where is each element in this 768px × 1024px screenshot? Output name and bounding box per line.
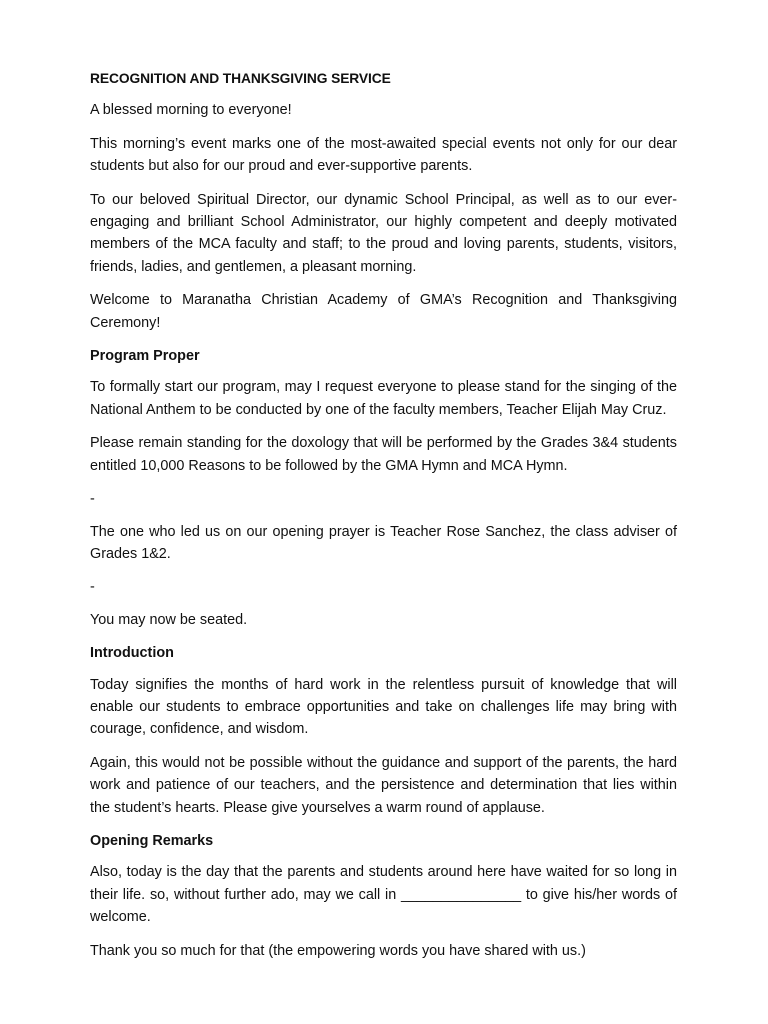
document-page <box>90 68 677 973</box>
prayer-paragraph: The one who led us on our opening prayer is Teacher Rose Sanchez, the class adviser of Grades 1&2. <box>90 523 677 562</box>
dash-separator: - <box>90 579 95 596</box>
program-proper-heading: Program Proper <box>90 348 200 365</box>
anthem-paragraph: To formally start our program, may I request everyone to please stand for the singing of the National Anthem to be conducted by one of the faculty members, Teacher Elijah May Cruz. <box>90 379 677 418</box>
dash-separator: - <box>90 491 95 508</box>
opening-remarks-paragraph-2: Thank you so much for that (the empowering words you have shared with us.) <box>90 942 586 959</box>
introduction-paragraph-1: Today signifies the months of hard work in the relentless pursuit of knowledge that will enable our students to embrace opportunities and take on challenges life may bring with courage, confidence, and wisdom. <box>90 676 677 738</box>
document-title: RECOGNITION AND THANKSGIVING SERVICE <box>90 71 391 86</box>
opening-remarks-paragraph-1: Also, today is the day that the parents and students around here have waited for so long in their life. so, without further ado, may we call in _______________ to give his/her words of welcome. <box>90 864 677 926</box>
greeting-paragraph: A blessed morning to everyone! <box>90 102 292 119</box>
welcome-paragraph: Welcome to Maranatha Christian Academy of GMA’s Recognition and Thanksgiving Ceremony! <box>90 292 677 331</box>
address-paragraph: To our beloved Spiritual Director, our dynamic School Principal, as well as to our ever-engaging and brilliant School Administrator, our highly competent and deeply motivated members of the MCA faculty and staff; to the proud and loving parents, students, visitors, friends, ladies, and gentlemen, a pleasant morning. <box>90 191 677 275</box>
doxology-paragraph: Please remain standing for the doxology that will be performed by the Grades 3&4 students entitled 10,000 Reasons to be followed by the GMA Hymn and MCA Hymn. <box>90 435 677 474</box>
seated-paragraph: You may now be seated. <box>90 611 248 628</box>
opening-remarks-heading: Opening Remarks <box>90 832 214 849</box>
introduction-paragraph-2: Again, this would not be possible without the guidance and support of the parents, the hard work and patience of our teachers, and the persistence and determination that lies within the student’s hearts. Please give yourselves a warm round of applause. <box>90 754 677 816</box>
introduction-heading: Introduction <box>90 645 174 662</box>
intro-paragraph: This morning’s event marks one of the most-awaited special events not only for our dear students but also for our proud and ever-supportive parents. <box>90 135 677 175</box>
